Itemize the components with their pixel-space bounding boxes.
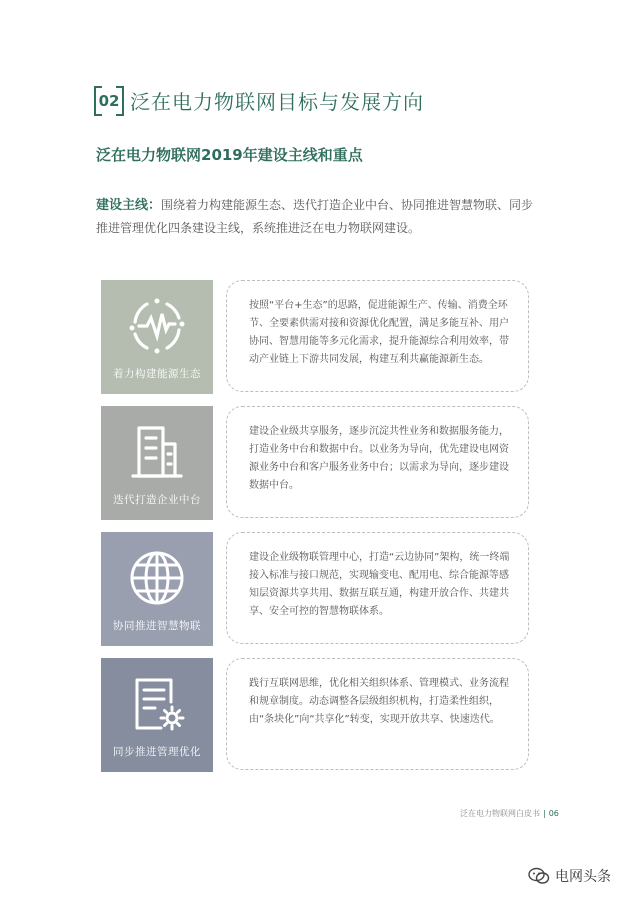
watermark-text: 电网头条 [555,869,611,885]
wechat-icon [528,867,550,885]
item-description: 建设企业级共享服务，逐步沉淀共性业务和数据服务能力，打造业务中台和数据中台。以业务为导向，优先建设电网资源业务中台和客户服务业务中台；以需求为导向，逐步建设数据中台。 [226,406,529,518]
item-description: 按照“平台+生态”的思路，促进能源生产、传输、消费全环节、全要素供需对接和资源优化配置，满足多能互补、用户协同、智慧用能等多元化需求，提升能源综合利用效率，带动产业链上下游共同发展，构建互利共赢能源新生态。 [226,280,529,392]
intro-text: 围绕着力构建能源生态、迭代打造企业中台、协同推进智慧物联、同步推进管理优化四条建设主线，系统推进泛在电力物联网建设。 [96,198,534,235]
list-item [101,658,527,772]
chapter-heading [96,86,424,115]
item-tile [101,280,213,394]
item-label: 同步推进管理优化 [113,746,201,758]
footer-doc-title: 泛在电力物联网白皮书 [460,809,540,818]
item-label: 迭代打造企业中台 [113,494,201,506]
list-item [101,280,527,394]
intro-label: 建设主线： [96,198,162,213]
page-number: 06 [548,809,559,818]
watermark [528,866,611,886]
building-icon [125,420,189,484]
globe-icon [125,546,189,610]
chapter-title: 泛在电力物联网目标与发展方向 [130,90,424,114]
list-item [101,532,527,646]
item-tile [101,658,213,772]
item-description: 践行互联网思维，优化相关组织体系、管理模式、业务流程和规章制度。动态调整各层级组织机构，打造柔性组织，由“条块化”向“共享化”转变，实现开放共享、快速迭代。 [226,658,529,770]
ecosystem-icon [125,294,189,358]
item-description: 建设企业级物联管理中心，打造“云边协同”架构，统一终端接入标准与接口规范，实现输变电、配用电、综合能源等感知层资源共享共用、数据互联互通，构建开放合作、共建共享、安全可控的智慧物联体系。 [226,532,529,644]
item-label: 着力构建能源生态 [113,368,201,380]
list-item [101,406,527,520]
section-title: 泛在电力物联网2019年建设主线和重点 [96,146,363,164]
footer-separator: | [543,809,546,818]
chapter-number: 02 [96,88,122,114]
item-label: 协同推进智慧物联 [113,620,201,632]
intro-paragraph [96,194,536,239]
item-tile [101,532,213,646]
page-footer [460,808,559,819]
document-gear-icon [125,672,189,736]
item-tile [101,406,213,520]
